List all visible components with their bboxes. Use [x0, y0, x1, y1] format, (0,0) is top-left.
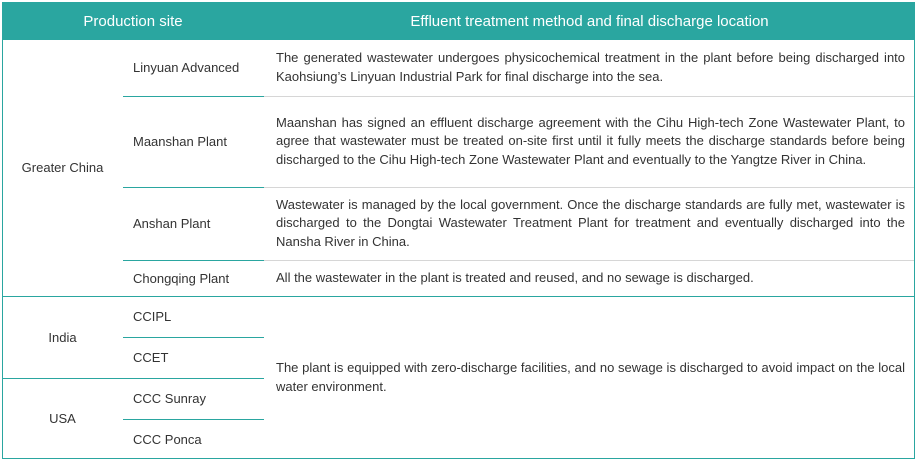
desc-maanshan: Maanshan has signed an effluent discharge agreement with the Cihu High-tech Zone Wastewater Plant, to agree that wastewater must be treated on-site first until it fully meets the discharge standards before being discharged to the Cihu High-tech Zone Wastewater Plant and eventually to the Yangtze River in China.: [264, 96, 915, 187]
desc-zero-discharge: The plant is equipped with zero-discharge facilities, and no sewage is discharged to avoid impact on the local water environment.: [276, 360, 906, 394]
table-row: [2, 260, 915, 296]
desc-anshan: Wastewater is managed by the local government. Once the discharge standards are fully met, wastewater is discharged to the Dongtai Wastewater Treatment Plant for treatment and eventually discharged into the Nansha River in China.: [264, 187, 915, 260]
table-row: [2, 96, 915, 187]
effluent-treatment-table: [2, 2, 915, 459]
region-greater-china: Greater China: [2, 40, 123, 296]
site-maanshan: Maanshan Plant: [123, 96, 264, 187]
region-india: India: [2, 296, 123, 378]
table-row: [2, 296, 915, 337]
region-usa: USA: [49, 411, 76, 427]
table-row: [2, 40, 915, 96]
table-header-row: [2, 2, 915, 40]
desc-chongqing: All the wastewater in the plant is treated and reused, and no sewage is discharged.: [264, 260, 915, 296]
header-treatment-method: Effluent treatment method and final discharge location: [264, 2, 915, 40]
table-row: [2, 187, 915, 260]
header-production-site: Production site: [2, 2, 264, 40]
site-linyuan: Linyuan Advanced: [123, 40, 264, 96]
site-ponca: CCC Ponca: [133, 431, 202, 447]
site-anshan: Anshan Plant: [123, 187, 264, 260]
site-ccet: CCET: [123, 337, 264, 378]
site-sunray: CCC Sunray: [123, 378, 264, 419]
desc-linyuan: The generated wastewater undergoes physicochemical treatment in the plant before being discharged into Kaohsiung’s Linyuan Industrial Park for final discharge into the sea.: [264, 40, 915, 96]
site-ccipl: CCIPL: [123, 296, 264, 337]
site-chongqing: Chongqing Plant: [123, 260, 264, 296]
